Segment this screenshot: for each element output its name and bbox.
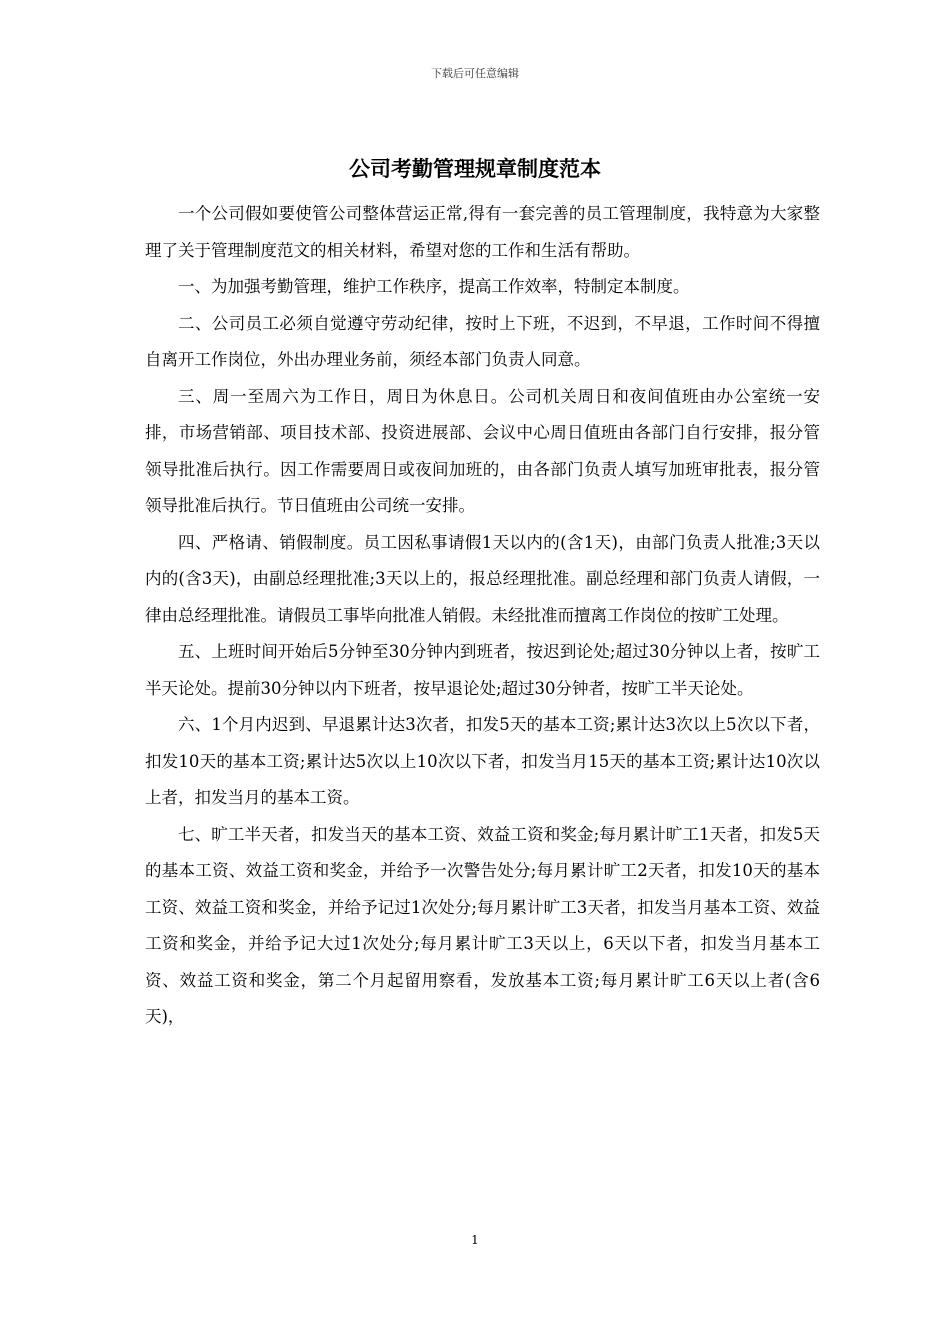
paragraph-article-4: 四、严格请、销假制度。员工因私事请假1天以内的(含1天)，由部门负责人批准;3天以内的(含3天)，由副总经理批准;3天以上的，报总经理批准。副总经理和部门负责人请假，一律由总经理批准。请假员工事毕向批准人销假。未经批准而擅离工作岗位的按旷工处理。 [145, 532, 820, 625]
paragraph-article-7: 七、旷工半天者，扣发当天的基本工资、效益工资和奖金;每月累计旷工1天者，扣发5天的基本工资、效益工资和奖金，并给予一次警告处分;每月累计旷工2天者，扣发10天的基本工资、效益工资和奖金，并给予记过1次处分;每月累计旷工3天者，扣发当月基本工资、效益工资和奖金，并给予记大过1次处分;每月累计旷工3天以上，6天以下者，扣发当月基本工资、效益工资和奖金，第二个月起留用察看，发放基本工资;每月累计旷工6天以上者(含6天)， [145, 824, 820, 1026]
paragraph-article-1: 一、为加强考勤管理，维护工作秩序，提高工作效率，特制定本制度。 [178, 277, 690, 296]
paragraph-article-3: 三、周一至周六为工作日，周日为休息日。公司机关周日和夜间值班由办公室统一安排，市场营销部、项目技术部、投资进展部、会议中心周日值班由各部门自行安排，报分管领导批准后执行。因工作需要周日或夜间加班的，由各部门负责人填写加班审批表，报分管领导批准后执行。节日值班由公司统一安排。 [145, 386, 820, 515]
page-number: 1 [471, 1233, 479, 1247]
paragraph-article-5: 五、上班时间开始后5分钟至30分钟内到班者，按迟到论处;超过30分钟以上者，按旷工半天论处。提前30分钟以内下班者，按早退论处;超过30分钟者，按旷工半天论处。 [145, 642, 820, 698]
document-title: 公司考勤管理规章制度范本 [349, 156, 601, 181]
paragraph-article-6: 六、1个月内迟到、早退累计达3次者，扣发5天的基本工资;累计达3次以上5次以下者，扣发10天的基本工资;累计达5次以上10次以下者，扣发当月15天的基本工资;累计达10次以上者，扣发当月的基本工资。 [145, 715, 820, 807]
paragraph-article-2: 二、公司员工必须自觉遵守劳动纪律，按时上下班，不迟到，不早退，工作时间不得擅自离开工作岗位，外出办理业务前，须经本部门负责人同意。 [145, 313, 820, 369]
paragraph-intro: 一个公司假如要使管公司整体营运正常,得有一套完善的员工管理制度，我特意为大家整理了关于管理制度范文的相关材料，希望对您的工作和生活有帮助。 [145, 204, 820, 260]
header-note: 下载后可任意编辑 [431, 67, 519, 80]
document-body [145, 196, 820, 1036]
